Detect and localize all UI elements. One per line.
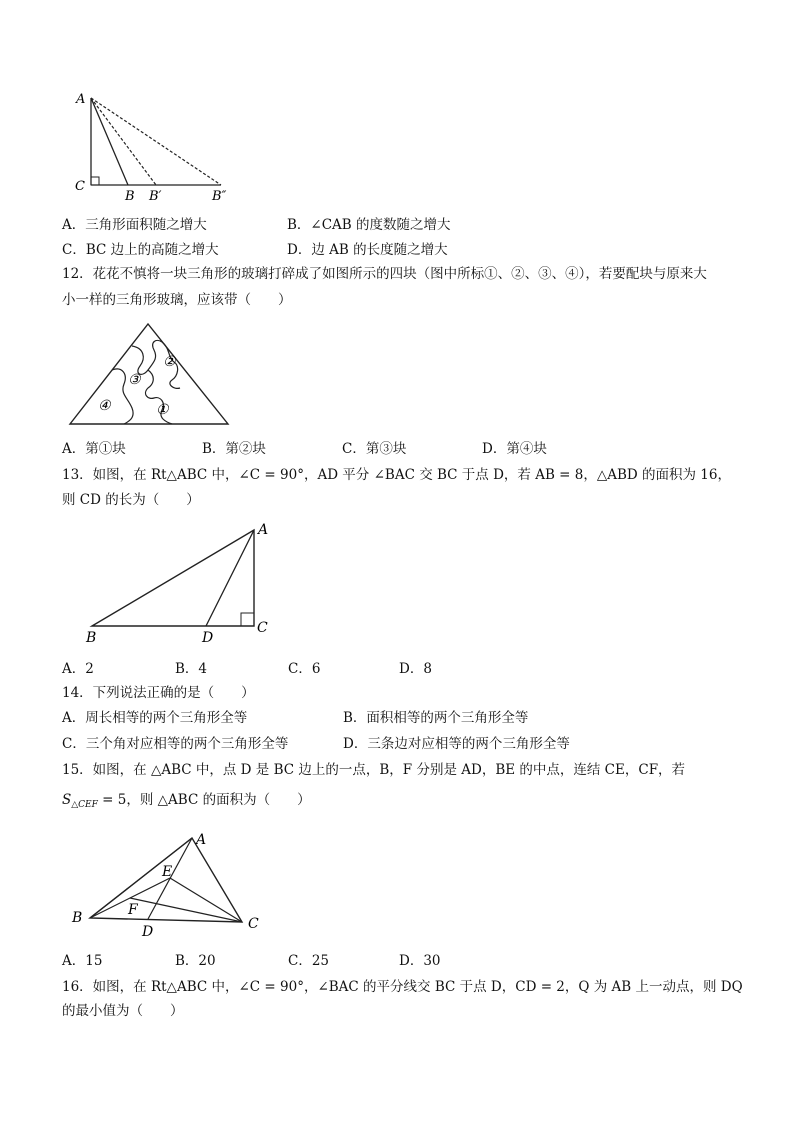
q12-figure <box>62 318 242 430</box>
q13-right-angle-mark <box>241 613 254 626</box>
q12-stem-line1: 12．花花不慎将一块三角形的玻璃打碎成了如图所示的四块（图中所标①、②、③、④），若要配块与原来大 <box>62 266 707 282</box>
q11-label-B2: B″ <box>212 189 227 204</box>
q12-label-piece4: ④ <box>98 398 111 414</box>
q15-option-b[interactable]: B．20 <box>175 953 216 969</box>
q13-label-D: D <box>202 630 214 646</box>
q14-option-c[interactable]: C．三个角对应相等的两个三角形全等 <box>62 736 289 752</box>
q12-label-piece3: ③ <box>128 372 141 388</box>
q15-label-A: A <box>196 832 207 848</box>
q12-option-b[interactable]: B．第②块 <box>202 441 266 457</box>
q15-area-subscript: △CEF <box>71 800 98 810</box>
q14-stem: 14．下列说法正确的是（ ） <box>62 685 255 701</box>
q11-side-AB2 <box>91 98 221 185</box>
q15-segment-CE <box>170 878 242 922</box>
q16-stem-line2: 的最小值为（ ） <box>62 1003 184 1019</box>
q11-label-B: B <box>125 189 135 204</box>
q12-stem-line2: 小一样的三角形玻璃，应该带（ ） <box>62 292 292 308</box>
q13-option-c[interactable]: C．6 <box>288 661 321 677</box>
q16-stem-line1: 16．如图，在 Rt△ABC 中，∠C = 90°，∠BAC 的平分线交 BC 于点 D，CD = 2，Q 为 AB 上一动点，则 DQ <box>62 979 743 995</box>
q11-side-AB1 <box>91 98 156 185</box>
q15-segment-BA-inner <box>90 838 192 918</box>
q11-option-a[interactable]: A．三角形面积随之增大 <box>62 217 207 233</box>
q13-option-a[interactable]: A．2 <box>62 661 94 677</box>
q12-crack-1 <box>132 340 162 374</box>
q11-right-angle-mark <box>91 177 99 185</box>
q13-label-C: C <box>257 620 268 636</box>
q15-label-B: B <box>72 910 83 926</box>
q15-stem-line2-rest: = 5，则 △ABC 的面积为（ ） <box>97 792 311 808</box>
q15-label-C: C <box>248 916 259 932</box>
q11-label-C: C <box>75 179 85 194</box>
q13-option-d[interactable]: D．8 <box>399 661 432 677</box>
q15-stem-line2 <box>62 790 311 815</box>
q15-option-d[interactable]: D．30 <box>399 953 441 969</box>
q15-stem-line1: 15．如图，在 △ABC 中，点 D 是 BC 边上的一点，B，F 分别是 AD，BE 的中点，连结 CE，CF，若 <box>62 762 686 778</box>
q13-option-b[interactable]: B．4 <box>175 661 208 677</box>
q11-option-d[interactable]: D．边 AB 的长度随之增大 <box>287 242 448 258</box>
q14-option-b[interactable]: B．面积相等的两个三角形全等 <box>343 710 529 726</box>
q13-label-B: B <box>86 630 97 646</box>
q11-option-b[interactable]: B．∠CAB 的度数随之增大 <box>287 217 451 233</box>
q12-option-c[interactable]: C．第③块 <box>342 441 407 457</box>
q11-figure <box>60 86 240 208</box>
q15-label-F: F <box>128 902 138 918</box>
q12-option-d[interactable]: D．第④块 <box>482 441 547 457</box>
q12-option-a[interactable]: A．第①块 <box>62 441 126 457</box>
q15-label-D: D <box>142 924 154 940</box>
q12-label-piece1: ① <box>156 402 169 418</box>
q15-area-symbol: S <box>62 792 72 808</box>
q13-label-A: A <box>258 522 269 538</box>
q11-label-B1: B′ <box>149 189 162 204</box>
q15-segment-CF <box>130 898 242 922</box>
q13-stem-line1: 13．如图，在 Rt△ABC 中，∠C = 90°，AD 平分 ∠BAC 交 BC 于点 D，若 AB = 8，△ABD 的面积为 16， <box>62 467 731 483</box>
q15-label-E: E <box>162 864 173 880</box>
q13-figure <box>60 518 280 650</box>
q15-option-a[interactable]: A．15 <box>62 953 103 969</box>
q15-figure <box>62 828 272 944</box>
q12-triangle <box>70 324 228 424</box>
q11-option-c[interactable]: C．BC 边上的高随之增大 <box>62 242 219 258</box>
q12-label-piece2: ② <box>163 354 176 370</box>
q14-option-a[interactable]: A．周长相等的两个三角形全等 <box>62 710 248 726</box>
q15-option-c[interactable]: C．25 <box>288 953 330 969</box>
q11-label-A: A <box>76 92 86 107</box>
q14-option-d[interactable]: D．三条边对应相等的两个三角形全等 <box>343 736 570 752</box>
q13-stem-line2: 则 CD 的长为（ ） <box>62 492 200 508</box>
